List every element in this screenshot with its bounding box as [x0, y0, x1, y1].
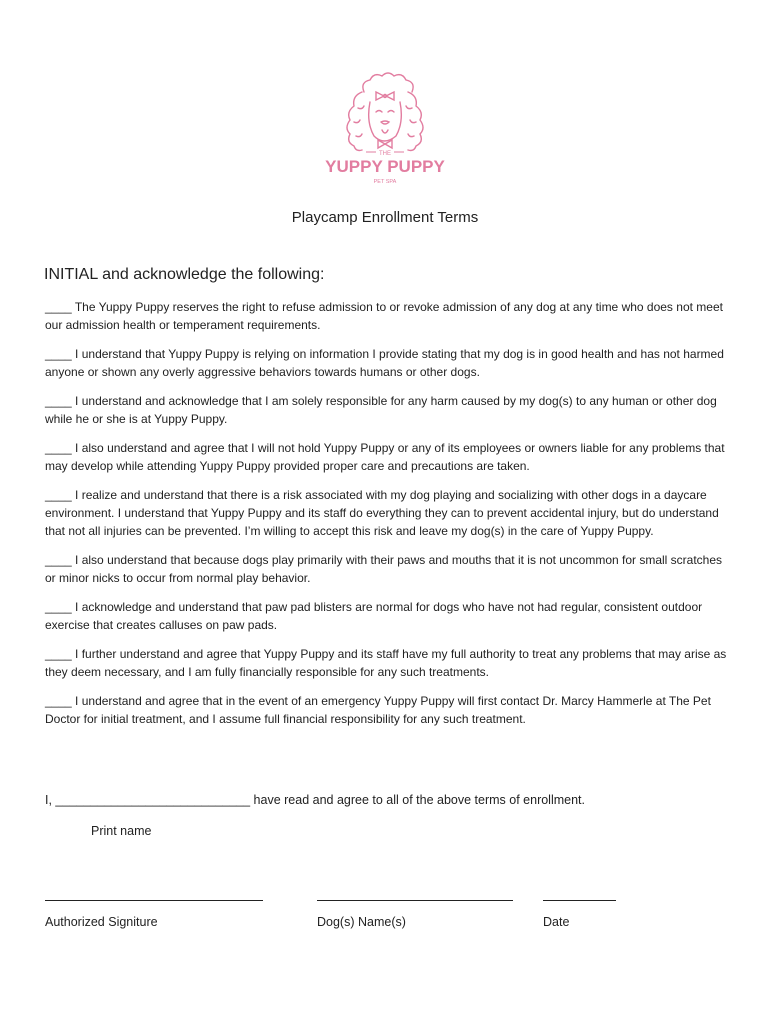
logo-the-text: THE — [379, 151, 391, 157]
term-item — [45, 598, 727, 634]
initial-blank[interactable]: ____ — [45, 694, 72, 708]
term-text: The Yuppy Puppy reserves the right to refuse admission to or revoke admission of any dog at any time who does not meet our admission health or temperament requirements. — [45, 300, 723, 332]
term-item — [45, 298, 727, 334]
yuppy-puppy-logo — [318, 62, 452, 190]
initial-blank[interactable]: ____ — [45, 347, 72, 361]
logo-tagline: PET SPA — [373, 179, 397, 185]
terms-list — [45, 298, 727, 739]
section-heading: INITIAL and acknowledge the following: — [44, 266, 325, 283]
date-label: Date — [543, 915, 570, 929]
term-item — [45, 345, 727, 381]
dogs-name-line[interactable] — [317, 900, 513, 901]
logo-brand-text: YUPPY PUPPY — [325, 157, 445, 176]
term-item — [45, 392, 727, 428]
initial-blank[interactable]: ____ — [45, 488, 72, 502]
initial-blank[interactable]: ____ — [45, 600, 72, 614]
term-text: I further understand and agree that Yuppy Puppy and its staff have my full authority to treat any problems that may arise as they deem necessary, and I am fully financially responsible for any such treatments. — [45, 647, 727, 679]
initial-blank[interactable]: ____ — [45, 553, 72, 567]
term-item — [45, 439, 727, 475]
initial-blank[interactable]: ____ — [45, 394, 72, 408]
signature-label: Authorized Signiture — [45, 915, 158, 929]
print-name-label: Print name — [91, 824, 152, 838]
term-text: I understand and agree that in the event of an emergency Yuppy Puppy will first contact Dr. Marcy Hammerle at The Pet Doctor for initial treatment, and I assume full financial responsibility for any such treatment. — [45, 694, 711, 726]
term-item — [45, 692, 727, 728]
initial-blank[interactable]: ____ — [45, 300, 72, 314]
dogs-name-label: Dog(s) Name(s) — [317, 915, 406, 929]
term-text: I also understand that because dogs play primarily with their paws and mouths that it is not uncommon for small scratches or minor nicks to occur from normal play behavior. — [45, 553, 723, 585]
acknowledgement-line[interactable]: I, ____________________________ have read and agree to all of the above terms of enrollment. — [45, 793, 585, 807]
initial-blank[interactable]: ____ — [45, 441, 72, 455]
term-text: I understand and acknowledge that I am solely responsible for any harm caused by my dog(s) to any human or other dog while he or she is at Yuppy Puppy. — [45, 394, 717, 426]
term-text: I also understand and agree that I will not hold Yuppy Puppy or any of its employees or owners liable for any problems that may develop while attending Yuppy Puppy provided proper care and precautions are taken. — [45, 441, 725, 473]
term-item — [45, 645, 727, 681]
term-text: I realize and understand that there is a risk associated with my dog playing and socializing with other dogs in a daycare environment. I understand that Yuppy Puppy and its staff do everything they can to prevent accidental injury, but do understand that not all injuries can be prevented. I’m willing to accept this risk and leave my dog(s) in the care of Yuppy Puppy. — [45, 488, 719, 538]
document-title: Playcamp Enrollment Terms — [291, 209, 479, 226]
date-line[interactable] — [543, 900, 616, 901]
term-item — [45, 486, 727, 540]
signature-line[interactable] — [45, 900, 263, 901]
term-text: I understand that Yuppy Puppy is relying on information I provide stating that my dog is in good health and has not harmed anyone or shown any overly aggressive behaviors towards humans or other dogs. — [45, 347, 724, 379]
initial-blank[interactable]: ____ — [45, 647, 72, 661]
poodle-logo-icon — [318, 62, 452, 190]
term-text: I acknowledge and understand that paw pad blisters are normal for dogs who have not had regular, consistent outdoor exercise that creates calluses on paw pads. — [45, 600, 703, 632]
term-item — [45, 551, 727, 587]
